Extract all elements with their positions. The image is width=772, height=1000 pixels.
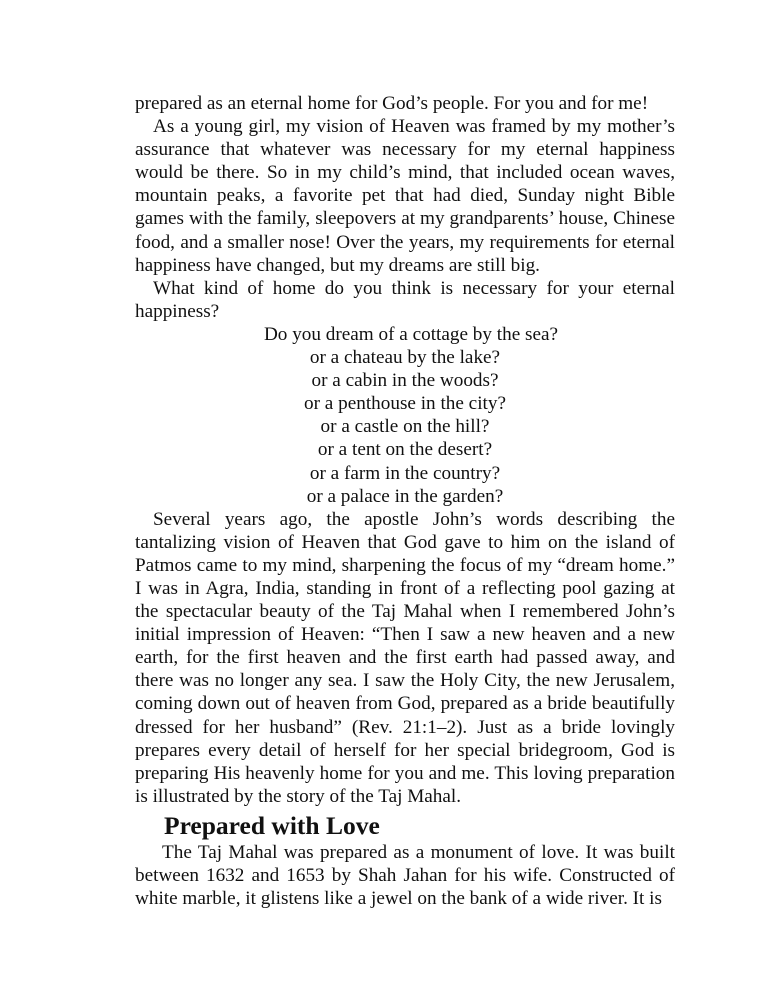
poem-line: or a farm in the country? <box>309 462 501 484</box>
poem-line: or a cabin in the woods? <box>311 370 499 392</box>
poem-line: Do you dream of a cottage by the sea? <box>263 323 559 345</box>
paragraph-question: What kind of home do you think is necessary for your eternal happiness? <box>135 277 675 322</box>
section-heading: Prepared with Love <box>164 810 380 840</box>
book-page <box>135 92 675 910</box>
poem-line: or a chateau by the lake? <box>309 347 501 369</box>
paragraph-taj-mahal-vision: Several years ago, the apostle John’s words describing the tantalizing vision of Heaven that God gave to him on the island of Patmos came to my mind, sharpening the focus of my “dream home.” I was in Agra, India, standing in front of a reflecting pool gazing at the spectacular beauty of the Taj Mahal when I remembered John’s initial impression of Heaven: “Then I saw a new heaven and a new earth, for the first heaven and the first earth had passed away, and there was no longer any sea. I saw the Holy City, the new Jerusalem, coming down out of heaven from God, prepared as a bride beautifully dressed for her husband” (Rev. 21:1–2). Just as a bride lovingly prepares every detail of herself for her special bridegroom, God is preparing His heavenly home for you and me. This loving preparation is illustrated by the story of the Taj Mahal. <box>135 508 675 807</box>
poem-line: or a penthouse in the city? <box>304 393 506 415</box>
dream-home-poem <box>135 323 675 508</box>
poem-line: or a castle on the hill? <box>320 416 490 438</box>
poem-line: or a palace in the garden? <box>306 485 504 507</box>
paragraph-childhood-vision: As a young girl, my vision of Heaven was framed by my mother’s assurance that whatever was necessary for my eternal happiness would be there. So in my child’s mind, that included ocean waves, mountain peaks, a favorite pet that had died, Sunday night Bible games with the family, sleepovers at my grandparents’ house, Chinese food, and a smaller nose! Over the years, my requirements for eternal happiness have changed, but my dreams are still big. <box>135 116 675 276</box>
paragraph-eternal-home: prepared as an eternal home for God’s people. For you and for me! <box>135 93 649 114</box>
paragraph-monument-of-love: The Taj Mahal was prepared as a monument of love. It was built between 1632 and 1653 by Shah Jahan for his wife. Constructed of white marble, it glistens like a jewel on the bank of a wide river. It is <box>135 841 675 910</box>
poem-line: or a tent on the desert? <box>317 439 493 461</box>
